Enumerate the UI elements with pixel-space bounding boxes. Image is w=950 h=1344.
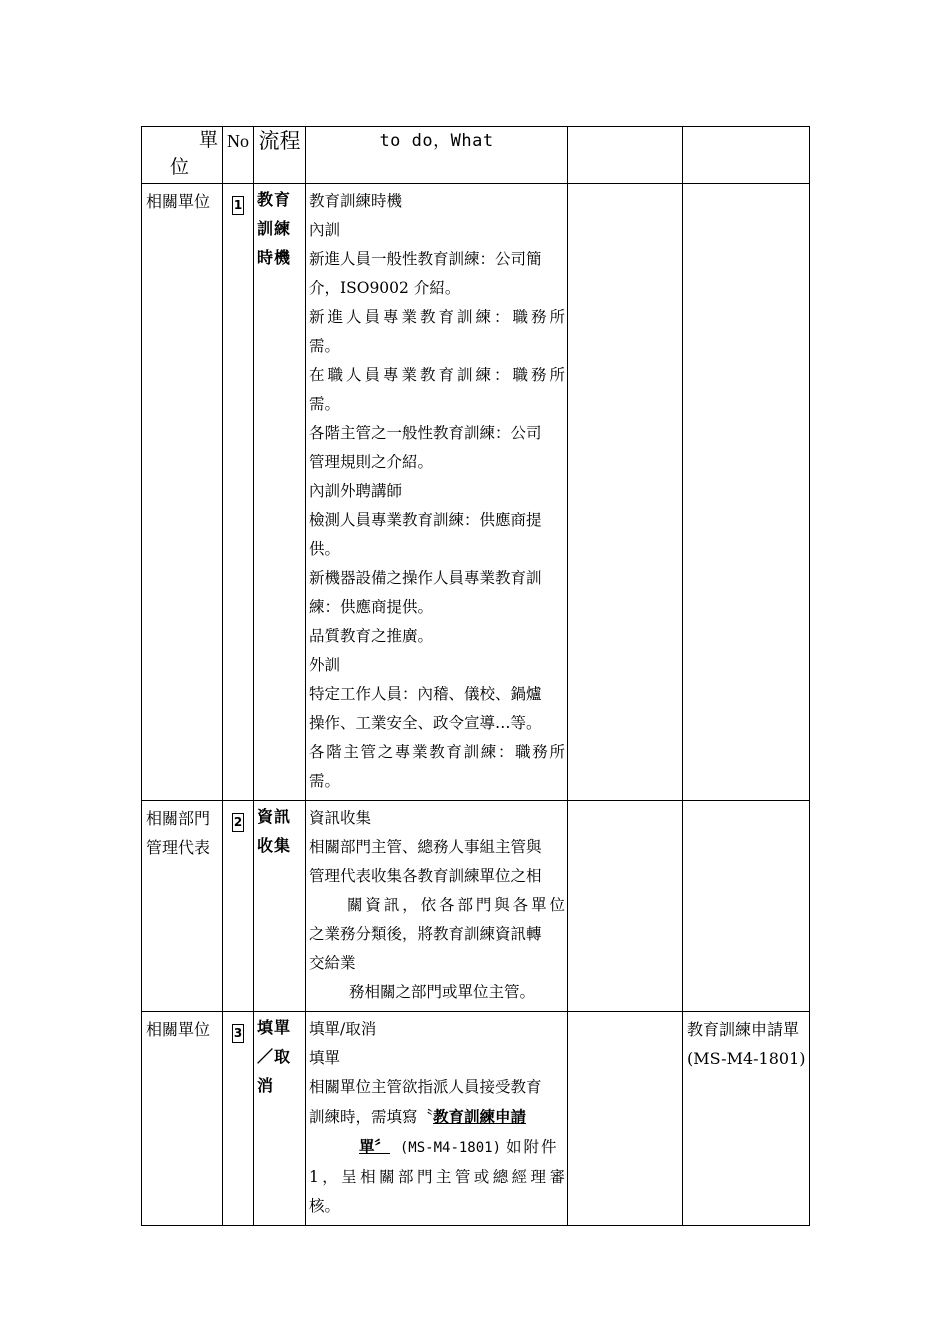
row-document: 教育訓練申請單(MS-M4-1801) [683,1012,810,1226]
desc-line: 管理規則之介紹。 [309,453,434,471]
row-process: 填單／取消 [254,1012,306,1226]
table-row [142,1012,810,1226]
header-process: 流程 [254,127,306,184]
desc-line: 關資訊，依各部門與各單位 [347,896,565,914]
row-col5 [568,1012,683,1226]
desc-line: 新機器設備之操作人員專業教育訓 [309,569,542,587]
header-col6 [683,127,810,184]
table-row [142,801,810,1012]
step-number-box: 2 [232,813,244,832]
row-number [223,184,254,801]
desc-line: 填單/取消 [309,1020,377,1038]
row-description [306,184,568,801]
desc-line: 內訓外聘講師 [309,482,403,500]
desc-line: 相關單位主管欲指派人員接受教育 [309,1078,542,1096]
desc-line: 品質教育之推廣。 [309,627,434,645]
table-header-row [142,127,810,184]
header-col5 [568,127,683,184]
row-unit: 相關部門管理代表 [142,801,223,1012]
row-col5 [568,184,683,801]
desc-line: 訓練時，需填寫〝教育訓練申請 [309,1107,527,1126]
header-todo: to do，What [306,127,568,184]
desc-line: 各階主管之專業教育訓練：職務所 [309,743,565,761]
row-description [306,1012,568,1226]
desc-line: 練：供應商提供。 [309,598,434,616]
desc-line: 介，ISO9002 介紹。 [309,279,461,297]
desc-line: 各階主管之一般性教育訓練：公司 [309,424,542,442]
desc-line: 新進人員專業教育訓練：職務所 [309,308,565,326]
desc-line: 在職人員專業教育訓練：職務所 [309,366,565,384]
desc-line: 1，呈相關部門主管或總經理審 [309,1168,565,1186]
row-document [683,801,810,1012]
row-document [683,184,810,801]
desc-line: 填單 [309,1049,341,1067]
header-unit: 單 位 [142,127,223,184]
row-process: 資訊收集 [254,801,306,1012]
desc-line: 需。 [309,395,341,413]
desc-line: 管理代表收集各教育訓練單位之相 [309,867,542,885]
desc-line: 教育訓練時機 [309,192,403,210]
table-row [142,184,810,801]
desc-line: 單〞 (MS-M4-1801) 如附件 [359,1137,559,1156]
row-process: 教育訓練時機 [254,184,306,801]
desc-line: 特定工作人員：內稽、儀校、鍋爐 [309,685,542,703]
desc-line: 之業務分類後，將教育訓練資訊轉 [309,925,542,943]
row-number [223,1012,254,1226]
desc-line: 外訓 [309,656,341,674]
desc-line: 相關部門主管、總務人事組主管與 [309,838,542,856]
header-no: No [223,127,254,184]
step-number-box: 3 [232,1024,244,1043]
desc-line: 核。 [309,1197,341,1215]
desc-line: 需。 [309,337,341,355]
row-number [223,801,254,1012]
desc-line: 操作、工業安全、政令宣導…等。 [309,714,542,732]
row-col5 [568,801,683,1012]
desc-line: 內訓 [309,221,341,239]
desc-line: 資訊收集 [309,809,372,827]
desc-line: 新進人員一般性教育訓練：公司簡 [309,250,542,268]
row-unit: 相關單位 [142,184,223,801]
desc-line: 檢測人員專業教育訓練：供應商提 [309,511,542,529]
procedure-table [141,126,810,1226]
desc-line: 供。 [309,540,341,558]
desc-line: 需。 [309,772,341,790]
desc-line: 務相關之部門或單位主管。 [349,983,536,1001]
step-number-box: 1 [232,196,244,215]
form-name-link: 教育訓練申請 [433,1107,527,1126]
row-description [306,801,568,1012]
row-unit: 相關單位 [142,1012,223,1226]
desc-line: 交給業 [309,954,356,972]
